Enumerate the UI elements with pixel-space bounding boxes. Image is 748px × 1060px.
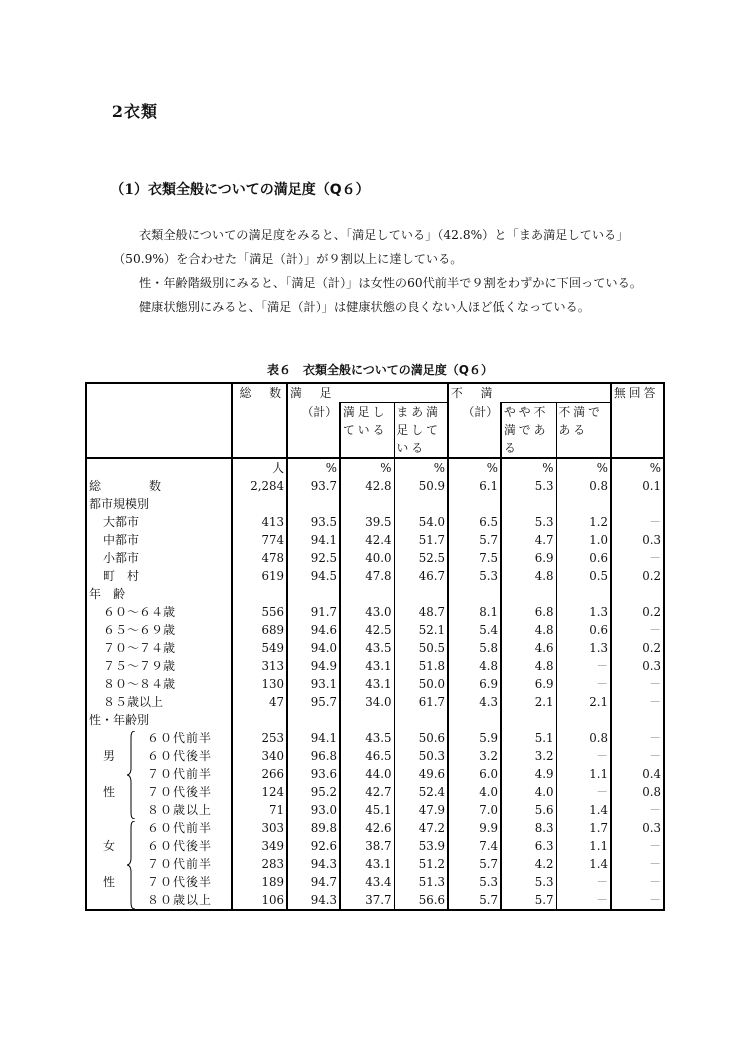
cell-value: 4.3 bbox=[448, 693, 501, 711]
units-row bbox=[86, 458, 664, 477]
cell-value: 40.0 bbox=[340, 549, 394, 567]
table-row bbox=[86, 603, 664, 621]
cell-value: 5.3 bbox=[501, 477, 556, 495]
sex-label: 性 bbox=[103, 875, 116, 889]
cell-value: 47.9 bbox=[394, 801, 448, 819]
cell-value: 46.7 bbox=[394, 567, 448, 585]
row-label: 大都市 bbox=[86, 513, 232, 531]
table-row bbox=[86, 621, 664, 639]
cell-value bbox=[448, 495, 501, 513]
row-label bbox=[86, 458, 232, 477]
cell-value: 93.1 bbox=[287, 675, 340, 693]
table-row bbox=[86, 693, 664, 711]
group-header-row bbox=[86, 585, 664, 603]
cell-value: － bbox=[611, 693, 664, 711]
age-label: ７０代前半 bbox=[147, 767, 213, 781]
cell-value: 0.5 bbox=[556, 567, 611, 585]
cell-value: 6.3 bbox=[501, 837, 556, 855]
cell-value bbox=[287, 585, 340, 603]
table-row bbox=[86, 567, 664, 585]
section-title: 衣類 bbox=[124, 102, 159, 121]
cell-value: 7.0 bbox=[448, 801, 501, 819]
cell-value: 91.7 bbox=[287, 603, 340, 621]
cell-value: 43.1 bbox=[340, 855, 394, 873]
cell-value: 4.0 bbox=[501, 783, 556, 801]
cell-value: 340 bbox=[232, 747, 287, 765]
cell-value: 47.8 bbox=[340, 567, 394, 585]
sex-label: 男 bbox=[103, 749, 116, 763]
cell-value bbox=[611, 711, 664, 729]
row-label bbox=[86, 729, 232, 747]
cell-value: 42.8 bbox=[340, 477, 394, 495]
cell-value: 51.8 bbox=[394, 657, 448, 675]
table-row bbox=[86, 837, 664, 855]
cell-value: 413 bbox=[232, 513, 287, 531]
age-label: ６０代前半 bbox=[147, 731, 213, 745]
cell-value: 94.6 bbox=[287, 621, 340, 639]
group-header-row bbox=[86, 495, 664, 513]
sex-label: 性 bbox=[103, 785, 116, 799]
section-number: 2 bbox=[111, 102, 124, 121]
cell-value bbox=[340, 711, 394, 729]
cell-value: 89.8 bbox=[287, 819, 340, 837]
cell-value: 478 bbox=[232, 549, 287, 567]
body-text bbox=[113, 223, 673, 319]
cell-value: 95.2 bbox=[287, 783, 340, 801]
cell-value bbox=[232, 711, 287, 729]
cell-value: 349 bbox=[232, 837, 287, 855]
table-row bbox=[86, 747, 664, 765]
cell-value bbox=[501, 495, 556, 513]
row-label bbox=[86, 873, 232, 891]
cell-value: 94.1 bbox=[287, 531, 340, 549]
cell-value: 6.1 bbox=[448, 477, 501, 495]
cell-value: 38.7 bbox=[340, 837, 394, 855]
cell-value: 124 bbox=[232, 783, 287, 801]
age-label: ７０代後半 bbox=[147, 785, 213, 799]
row-label bbox=[86, 819, 232, 837]
paragraph: 衣類全般についての満足度をみると、「満足している」（42.8%）と「まあ満足している」（50.9%）を合わせた「満足（計）」が９割以上に達している。 bbox=[113, 228, 629, 266]
corner-cell bbox=[86, 383, 232, 458]
cell-value: 0.2 bbox=[611, 639, 664, 657]
cell-value: － bbox=[556, 747, 611, 765]
cell-value: 106 bbox=[232, 891, 287, 910]
cell-value: 2.1 bbox=[501, 693, 556, 711]
cell-value: 94.0 bbox=[287, 639, 340, 657]
sex-label: 女 bbox=[103, 839, 116, 853]
cell-value: 47.2 bbox=[394, 819, 448, 837]
cell-value: － bbox=[556, 657, 611, 675]
cell-value bbox=[232, 495, 287, 513]
paragraph: 健康状態別にみると、「満足（計）」は健康状態の良くない人ほど低くなっている。 bbox=[139, 300, 590, 314]
cell-value: 96.8 bbox=[287, 747, 340, 765]
cell-value: 43.5 bbox=[340, 729, 394, 747]
cell-value: 50.9 bbox=[394, 477, 448, 495]
table-row bbox=[86, 873, 664, 891]
total-label: 総 数 bbox=[86, 477, 232, 495]
cell-value: 94.1 bbox=[287, 729, 340, 747]
cell-value: 0.2 bbox=[611, 567, 664, 585]
total-row bbox=[86, 477, 664, 495]
cell-value: 4.8 bbox=[501, 657, 556, 675]
cell-value: 130 bbox=[232, 675, 287, 693]
cell-value: 4.2 bbox=[501, 855, 556, 873]
cell-value: 0.8 bbox=[556, 477, 611, 495]
cell-value: 0.1 bbox=[611, 477, 664, 495]
cell-value: 5.3 bbox=[448, 873, 501, 891]
cell-value: 34.0 bbox=[340, 693, 394, 711]
table-row bbox=[86, 783, 664, 801]
cell-value: 43.1 bbox=[340, 675, 394, 693]
cell-value: 8.3 bbox=[501, 819, 556, 837]
cell-value: 6.9 bbox=[448, 675, 501, 693]
cell-value: 253 bbox=[232, 729, 287, 747]
cell-value: 52.4 bbox=[394, 783, 448, 801]
cell-value bbox=[448, 711, 501, 729]
table-row bbox=[86, 801, 664, 819]
age-label: ７０代後半 bbox=[147, 875, 213, 889]
cell-value: 5.3 bbox=[501, 873, 556, 891]
row-label: ６０～６４歳 bbox=[86, 603, 232, 621]
unit-label: % bbox=[556, 458, 611, 477]
cell-value: 4.8 bbox=[448, 657, 501, 675]
cell-value: 283 bbox=[232, 855, 287, 873]
cell-value: 5.3 bbox=[501, 513, 556, 531]
cell-value: 6.9 bbox=[501, 675, 556, 693]
cell-value: 53.9 bbox=[394, 837, 448, 855]
group-label: 都市規模別 bbox=[86, 495, 232, 513]
cell-value: 42.5 bbox=[340, 621, 394, 639]
cell-value: 556 bbox=[232, 603, 287, 621]
cell-value bbox=[611, 495, 664, 513]
cell-value: － bbox=[611, 621, 664, 639]
cell-value: － bbox=[611, 513, 664, 531]
cell-value bbox=[394, 495, 448, 513]
cell-value: 51.7 bbox=[394, 531, 448, 549]
cell-value: － bbox=[556, 891, 611, 910]
cell-value: 61.7 bbox=[394, 693, 448, 711]
row-label bbox=[86, 765, 232, 783]
cell-value bbox=[340, 495, 394, 513]
cell-value: 1.2 bbox=[556, 513, 611, 531]
cell-value: － bbox=[611, 549, 664, 567]
cell-value: 95.7 bbox=[287, 693, 340, 711]
cell-value: 71 bbox=[232, 801, 287, 819]
row-label: ８５歳以上 bbox=[86, 693, 232, 711]
cell-value: 3.2 bbox=[448, 747, 501, 765]
cell-value: 7.4 bbox=[448, 837, 501, 855]
row-label bbox=[86, 747, 232, 765]
cell-value: － bbox=[611, 801, 664, 819]
cell-value: 50.5 bbox=[394, 639, 448, 657]
group-label: 年 齢 bbox=[86, 585, 232, 603]
cell-value bbox=[501, 711, 556, 729]
cell-value: 3.2 bbox=[501, 747, 556, 765]
cell-value: 94.3 bbox=[287, 891, 340, 910]
row-label bbox=[86, 783, 232, 801]
cell-value bbox=[394, 585, 448, 603]
header-satisfied-sum: （計） bbox=[287, 403, 340, 459]
cell-value: 52.1 bbox=[394, 621, 448, 639]
cell-value bbox=[448, 585, 501, 603]
cell-value: 5.9 bbox=[448, 729, 501, 747]
table-row bbox=[86, 513, 664, 531]
header-somewhat-dissatisfied: やや不満である bbox=[501, 403, 556, 459]
unit-label: % bbox=[394, 458, 448, 477]
age-label: ７０代前半 bbox=[147, 857, 213, 871]
age-label: ６０代前半 bbox=[147, 821, 213, 835]
cell-value: 0.8 bbox=[556, 729, 611, 747]
cell-value: － bbox=[611, 855, 664, 873]
cell-value: 46.5 bbox=[340, 747, 394, 765]
cell-value: 0.6 bbox=[556, 549, 611, 567]
cell-value: 5.7 bbox=[448, 891, 501, 910]
group-label: 性・年齢別 bbox=[86, 711, 232, 729]
cell-value: 4.0 bbox=[448, 783, 501, 801]
cell-value bbox=[611, 585, 664, 603]
group-header-row bbox=[86, 711, 664, 729]
cell-value: － bbox=[611, 873, 664, 891]
cell-value: 94.9 bbox=[287, 657, 340, 675]
row-label: 町 村 bbox=[86, 567, 232, 585]
cell-value: 689 bbox=[232, 621, 287, 639]
header-dissatisfied-group: 不 満 bbox=[448, 383, 611, 403]
cell-value: 5.7 bbox=[501, 891, 556, 910]
cell-value: 7.5 bbox=[448, 549, 501, 567]
table-row bbox=[86, 819, 664, 837]
cell-value: － bbox=[611, 729, 664, 747]
cell-value: 619 bbox=[232, 567, 287, 585]
unit-label: % bbox=[448, 458, 501, 477]
subsection-number: （1） bbox=[110, 182, 148, 198]
cell-value: 2,284 bbox=[232, 477, 287, 495]
cell-value: 39.5 bbox=[340, 513, 394, 531]
row-label: ７５～７９歳 bbox=[86, 657, 232, 675]
header-dissatisfied-sum: （計） bbox=[448, 403, 501, 459]
cell-value: 0.3 bbox=[611, 657, 664, 675]
cell-value: 52.5 bbox=[394, 549, 448, 567]
table-row bbox=[86, 675, 664, 693]
cell-value: 1.7 bbox=[556, 819, 611, 837]
cell-value: 6.8 bbox=[501, 603, 556, 621]
cell-value: － bbox=[611, 747, 664, 765]
cell-value: 43.5 bbox=[340, 639, 394, 657]
cell-value: － bbox=[611, 675, 664, 693]
table-caption: 表６ 衣類全般についての満足度（Q６） bbox=[267, 363, 493, 377]
table-row bbox=[86, 639, 664, 657]
age-label: ６０代後半 bbox=[147, 839, 213, 853]
cell-value: 93.0 bbox=[287, 801, 340, 819]
cell-value bbox=[556, 711, 611, 729]
cell-value: 0.6 bbox=[556, 621, 611, 639]
subsection-title: 衣類全般についての満足度（Q６） bbox=[148, 182, 370, 198]
cell-value: 0.4 bbox=[611, 765, 664, 783]
cell-value: 93.7 bbox=[287, 477, 340, 495]
subsection-heading bbox=[86, 179, 370, 199]
cell-value: 549 bbox=[232, 639, 287, 657]
cell-value: － bbox=[556, 783, 611, 801]
cell-value: 5.3 bbox=[448, 567, 501, 585]
row-label: 小都市 bbox=[86, 549, 232, 567]
cell-value: 4.8 bbox=[501, 621, 556, 639]
unit-label: % bbox=[287, 458, 340, 477]
unit-label: % bbox=[340, 458, 394, 477]
paragraph: 性・年齢階級別にみると、「満足（計）」は女性の60代前半で９割をわずかに下回っている。 bbox=[139, 276, 642, 290]
row-label: ６５～６９歳 bbox=[86, 621, 232, 639]
cell-value: 45.1 bbox=[340, 801, 394, 819]
cell-value: 42.4 bbox=[340, 531, 394, 549]
cell-value: 43.1 bbox=[340, 657, 394, 675]
header-satisfied-group: 満 足 bbox=[287, 383, 448, 403]
cell-value: 1.3 bbox=[556, 603, 611, 621]
cell-value: 43.4 bbox=[340, 873, 394, 891]
cell-value: 37.7 bbox=[340, 891, 394, 910]
cell-value: 54.0 bbox=[394, 513, 448, 531]
cell-value: － bbox=[611, 891, 664, 910]
cell-value: 774 bbox=[232, 531, 287, 549]
cell-value: 56.6 bbox=[394, 891, 448, 910]
cell-value: 1.1 bbox=[556, 837, 611, 855]
cell-value: 1.1 bbox=[556, 765, 611, 783]
row-label: ７０～７４歳 bbox=[86, 639, 232, 657]
cell-value: 93.5 bbox=[287, 513, 340, 531]
header-total: 総 数 bbox=[232, 383, 287, 458]
cell-value: 51.3 bbox=[394, 873, 448, 891]
section-heading bbox=[90, 99, 158, 122]
cell-value: 266 bbox=[232, 765, 287, 783]
cell-value: 50.6 bbox=[394, 729, 448, 747]
row-label: ８０～８４歳 bbox=[86, 675, 232, 693]
cell-value bbox=[340, 585, 394, 603]
cell-value: 1.4 bbox=[556, 855, 611, 873]
cell-value: 0.3 bbox=[611, 819, 664, 837]
cell-value: 44.0 bbox=[340, 765, 394, 783]
cell-value bbox=[501, 585, 556, 603]
cell-value: 49.6 bbox=[394, 765, 448, 783]
age-label: ８０歳以上 bbox=[147, 893, 213, 907]
cell-value: 303 bbox=[232, 819, 287, 837]
table-row bbox=[86, 657, 664, 675]
header-satisfied: 満足している bbox=[340, 403, 394, 459]
cell-value: 9.9 bbox=[448, 819, 501, 837]
cell-value: 313 bbox=[232, 657, 287, 675]
cell-value: － bbox=[611, 837, 664, 855]
cell-value: 6.0 bbox=[448, 765, 501, 783]
cell-value: 50.0 bbox=[394, 675, 448, 693]
cell-value: 43.0 bbox=[340, 603, 394, 621]
unit-label: % bbox=[611, 458, 664, 477]
cell-value: 189 bbox=[232, 873, 287, 891]
cell-value bbox=[556, 495, 611, 513]
unit-label: % bbox=[501, 458, 556, 477]
cell-value: 4.8 bbox=[501, 567, 556, 585]
cell-value: 1.4 bbox=[556, 801, 611, 819]
row-label: 中都市 bbox=[86, 531, 232, 549]
cell-value: 1.3 bbox=[556, 639, 611, 657]
table-row bbox=[86, 855, 664, 873]
cell-value: 2.1 bbox=[556, 693, 611, 711]
cell-value bbox=[394, 711, 448, 729]
cell-value: 4.6 bbox=[501, 639, 556, 657]
cell-value: 0.3 bbox=[611, 531, 664, 549]
cell-value: 92.6 bbox=[287, 837, 340, 855]
cell-value: 94.5 bbox=[287, 567, 340, 585]
cell-value: 51.2 bbox=[394, 855, 448, 873]
cell-value: 92.5 bbox=[287, 549, 340, 567]
cell-value: 8.1 bbox=[448, 603, 501, 621]
row-label bbox=[86, 891, 232, 910]
cell-value: 5.7 bbox=[448, 855, 501, 873]
row-label bbox=[86, 855, 232, 873]
table-row bbox=[86, 729, 664, 747]
cell-value: 5.8 bbox=[448, 639, 501, 657]
age-label: ８０歳以上 bbox=[147, 803, 213, 817]
row-label bbox=[86, 801, 232, 819]
header-no-answer: 無回答 bbox=[611, 383, 664, 458]
cell-value: 42.7 bbox=[340, 783, 394, 801]
cell-value: － bbox=[556, 675, 611, 693]
cell-value: 48.7 bbox=[394, 603, 448, 621]
cell-value: 50.3 bbox=[394, 747, 448, 765]
age-label: ６０代後半 bbox=[147, 749, 213, 763]
cell-value: 5.7 bbox=[448, 531, 501, 549]
cell-value bbox=[232, 585, 287, 603]
cell-value: 5.6 bbox=[501, 801, 556, 819]
cell-value: 4.9 bbox=[501, 765, 556, 783]
table-row bbox=[86, 549, 664, 567]
cell-value: 6.9 bbox=[501, 549, 556, 567]
cell-value: 5.1 bbox=[501, 729, 556, 747]
cell-value bbox=[287, 495, 340, 513]
cell-value: 0.8 bbox=[611, 783, 664, 801]
cell-value: 94.3 bbox=[287, 855, 340, 873]
header-dissatisfied: 不満である bbox=[556, 403, 611, 459]
cell-value: 93.6 bbox=[287, 765, 340, 783]
table-row bbox=[86, 765, 664, 783]
cell-value bbox=[556, 585, 611, 603]
table-row bbox=[86, 891, 664, 910]
cell-value: － bbox=[556, 873, 611, 891]
cell-value: 4.7 bbox=[501, 531, 556, 549]
cell-value: 42.6 bbox=[340, 819, 394, 837]
cell-value: 6.5 bbox=[448, 513, 501, 531]
header-somewhat-satisfied: まあ満足している bbox=[394, 403, 448, 459]
table-row bbox=[86, 531, 664, 549]
cell-value: 5.4 bbox=[448, 621, 501, 639]
cell-value: 47 bbox=[232, 693, 287, 711]
satisfaction-table bbox=[85, 382, 665, 911]
cell-value bbox=[287, 711, 340, 729]
cell-value: 1.0 bbox=[556, 531, 611, 549]
cell-value: 94.7 bbox=[287, 873, 340, 891]
cell-value: 0.2 bbox=[611, 603, 664, 621]
row-label bbox=[86, 837, 232, 855]
unit-label: 人 bbox=[232, 458, 287, 477]
